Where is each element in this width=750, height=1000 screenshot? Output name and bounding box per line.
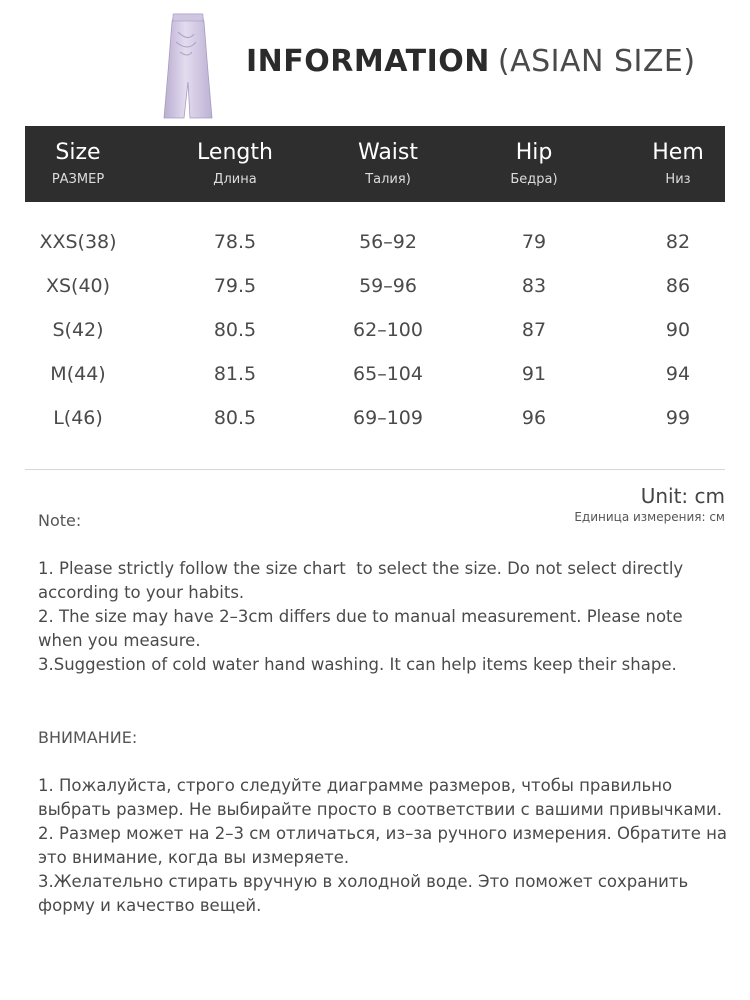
column-header-label: Length bbox=[197, 140, 273, 165]
cell-size: S(42) bbox=[52, 319, 104, 341]
column-header-waist bbox=[339, 126, 437, 202]
cell-waist: 69–109 bbox=[353, 407, 423, 429]
cell-hem: 82 bbox=[665, 231, 691, 253]
table-header bbox=[25, 126, 725, 202]
unit-label-ru: Единица измерения: см bbox=[574, 510, 725, 524]
cell-length: 80.5 bbox=[213, 319, 257, 341]
table-row bbox=[25, 220, 725, 264]
column-header-label: Size bbox=[55, 140, 101, 165]
note-item: 3.Желательно стирать вручную в холодной воде. Это поможет сохранить форму и качество вещей. bbox=[38, 872, 694, 915]
cell-hem: 99 bbox=[665, 407, 691, 429]
cell-size: XXS(38) bbox=[39, 231, 117, 253]
column-header-label: Hem bbox=[652, 140, 704, 165]
cell-waist: 59–96 bbox=[359, 275, 417, 297]
table-row bbox=[25, 352, 725, 396]
cell-hip: 83 bbox=[521, 275, 547, 297]
column-header-sublabel: Бедра) bbox=[510, 172, 558, 187]
cell-length: 80.5 bbox=[213, 407, 257, 429]
cell-waist: 62–100 bbox=[353, 319, 423, 341]
cell-hip: 96 bbox=[521, 407, 547, 429]
column-header-sublabel: Длина bbox=[213, 172, 257, 187]
column-header-label: Waist bbox=[357, 140, 419, 165]
table-row bbox=[25, 308, 725, 352]
cell-hem: 86 bbox=[665, 275, 691, 297]
cell-hip: 91 bbox=[521, 363, 547, 385]
column-header-sublabel: Талия) bbox=[365, 172, 411, 187]
unit-label bbox=[574, 484, 725, 524]
note-item: 2. Размер может на 2–3 см отличаться, из–за ручного измерения. Обратите на это внимание, когда вы измеряете. bbox=[38, 824, 733, 867]
table-row bbox=[25, 396, 725, 440]
cell-size: XS(40) bbox=[45, 275, 111, 297]
header bbox=[0, 0, 750, 126]
column-header-hip bbox=[437, 126, 631, 202]
column-header-sublabel: РАЗМЕР bbox=[51, 172, 105, 187]
cell-waist: 56–92 bbox=[359, 231, 417, 253]
note-item: 1. Please strictly follow the size chart to select the size. Do not select directly according to your habits. bbox=[38, 559, 689, 602]
cell-length: 79.5 bbox=[213, 275, 257, 297]
column-header-hem bbox=[631, 126, 725, 202]
cell-hem: 94 bbox=[665, 363, 691, 385]
notes-english bbox=[38, 557, 718, 677]
note-item: 1. Пожалуйста, строго следуйте диаграмме размеров, чтобы правильно выбрать размер. Не выбирайте просто в соответствии с вашими привычками. bbox=[38, 776, 722, 819]
cell-waist: 65–104 bbox=[353, 363, 423, 385]
cell-size: M(44) bbox=[50, 363, 106, 385]
note-item: 2. The size may have 2–3cm differs due to manual measurement. Please note when you measure. bbox=[38, 607, 688, 650]
cell-hip: 79 bbox=[521, 231, 547, 253]
size-table-body bbox=[25, 220, 725, 440]
cell-size: L(46) bbox=[53, 407, 103, 429]
table-row bbox=[25, 264, 725, 308]
attention-label: ВНИМАНИЕ: bbox=[38, 728, 138, 747]
cell-hem: 90 bbox=[665, 319, 691, 341]
column-header-length bbox=[131, 126, 339, 202]
page-title bbox=[246, 44, 696, 79]
title-bold: INFORMATION bbox=[246, 44, 490, 79]
column-header-size bbox=[25, 126, 131, 202]
cell-length: 78.5 bbox=[213, 231, 257, 253]
note-label: Note: bbox=[38, 511, 82, 530]
divider bbox=[25, 469, 725, 470]
column-header-sublabel: Низ bbox=[665, 172, 691, 187]
unit-label-en: Unit: cm bbox=[640, 484, 725, 508]
title-light: (ASIAN SIZE) bbox=[497, 44, 696, 79]
cell-length: 81.5 bbox=[213, 363, 257, 385]
note-item: 3.Suggestion of cold water hand washing. It can help items keep their shape. bbox=[38, 655, 677, 674]
column-header-label: Hip bbox=[515, 140, 553, 165]
skirt-icon bbox=[160, 12, 216, 120]
cell-hip: 87 bbox=[521, 319, 547, 341]
notes-russian bbox=[38, 774, 733, 918]
